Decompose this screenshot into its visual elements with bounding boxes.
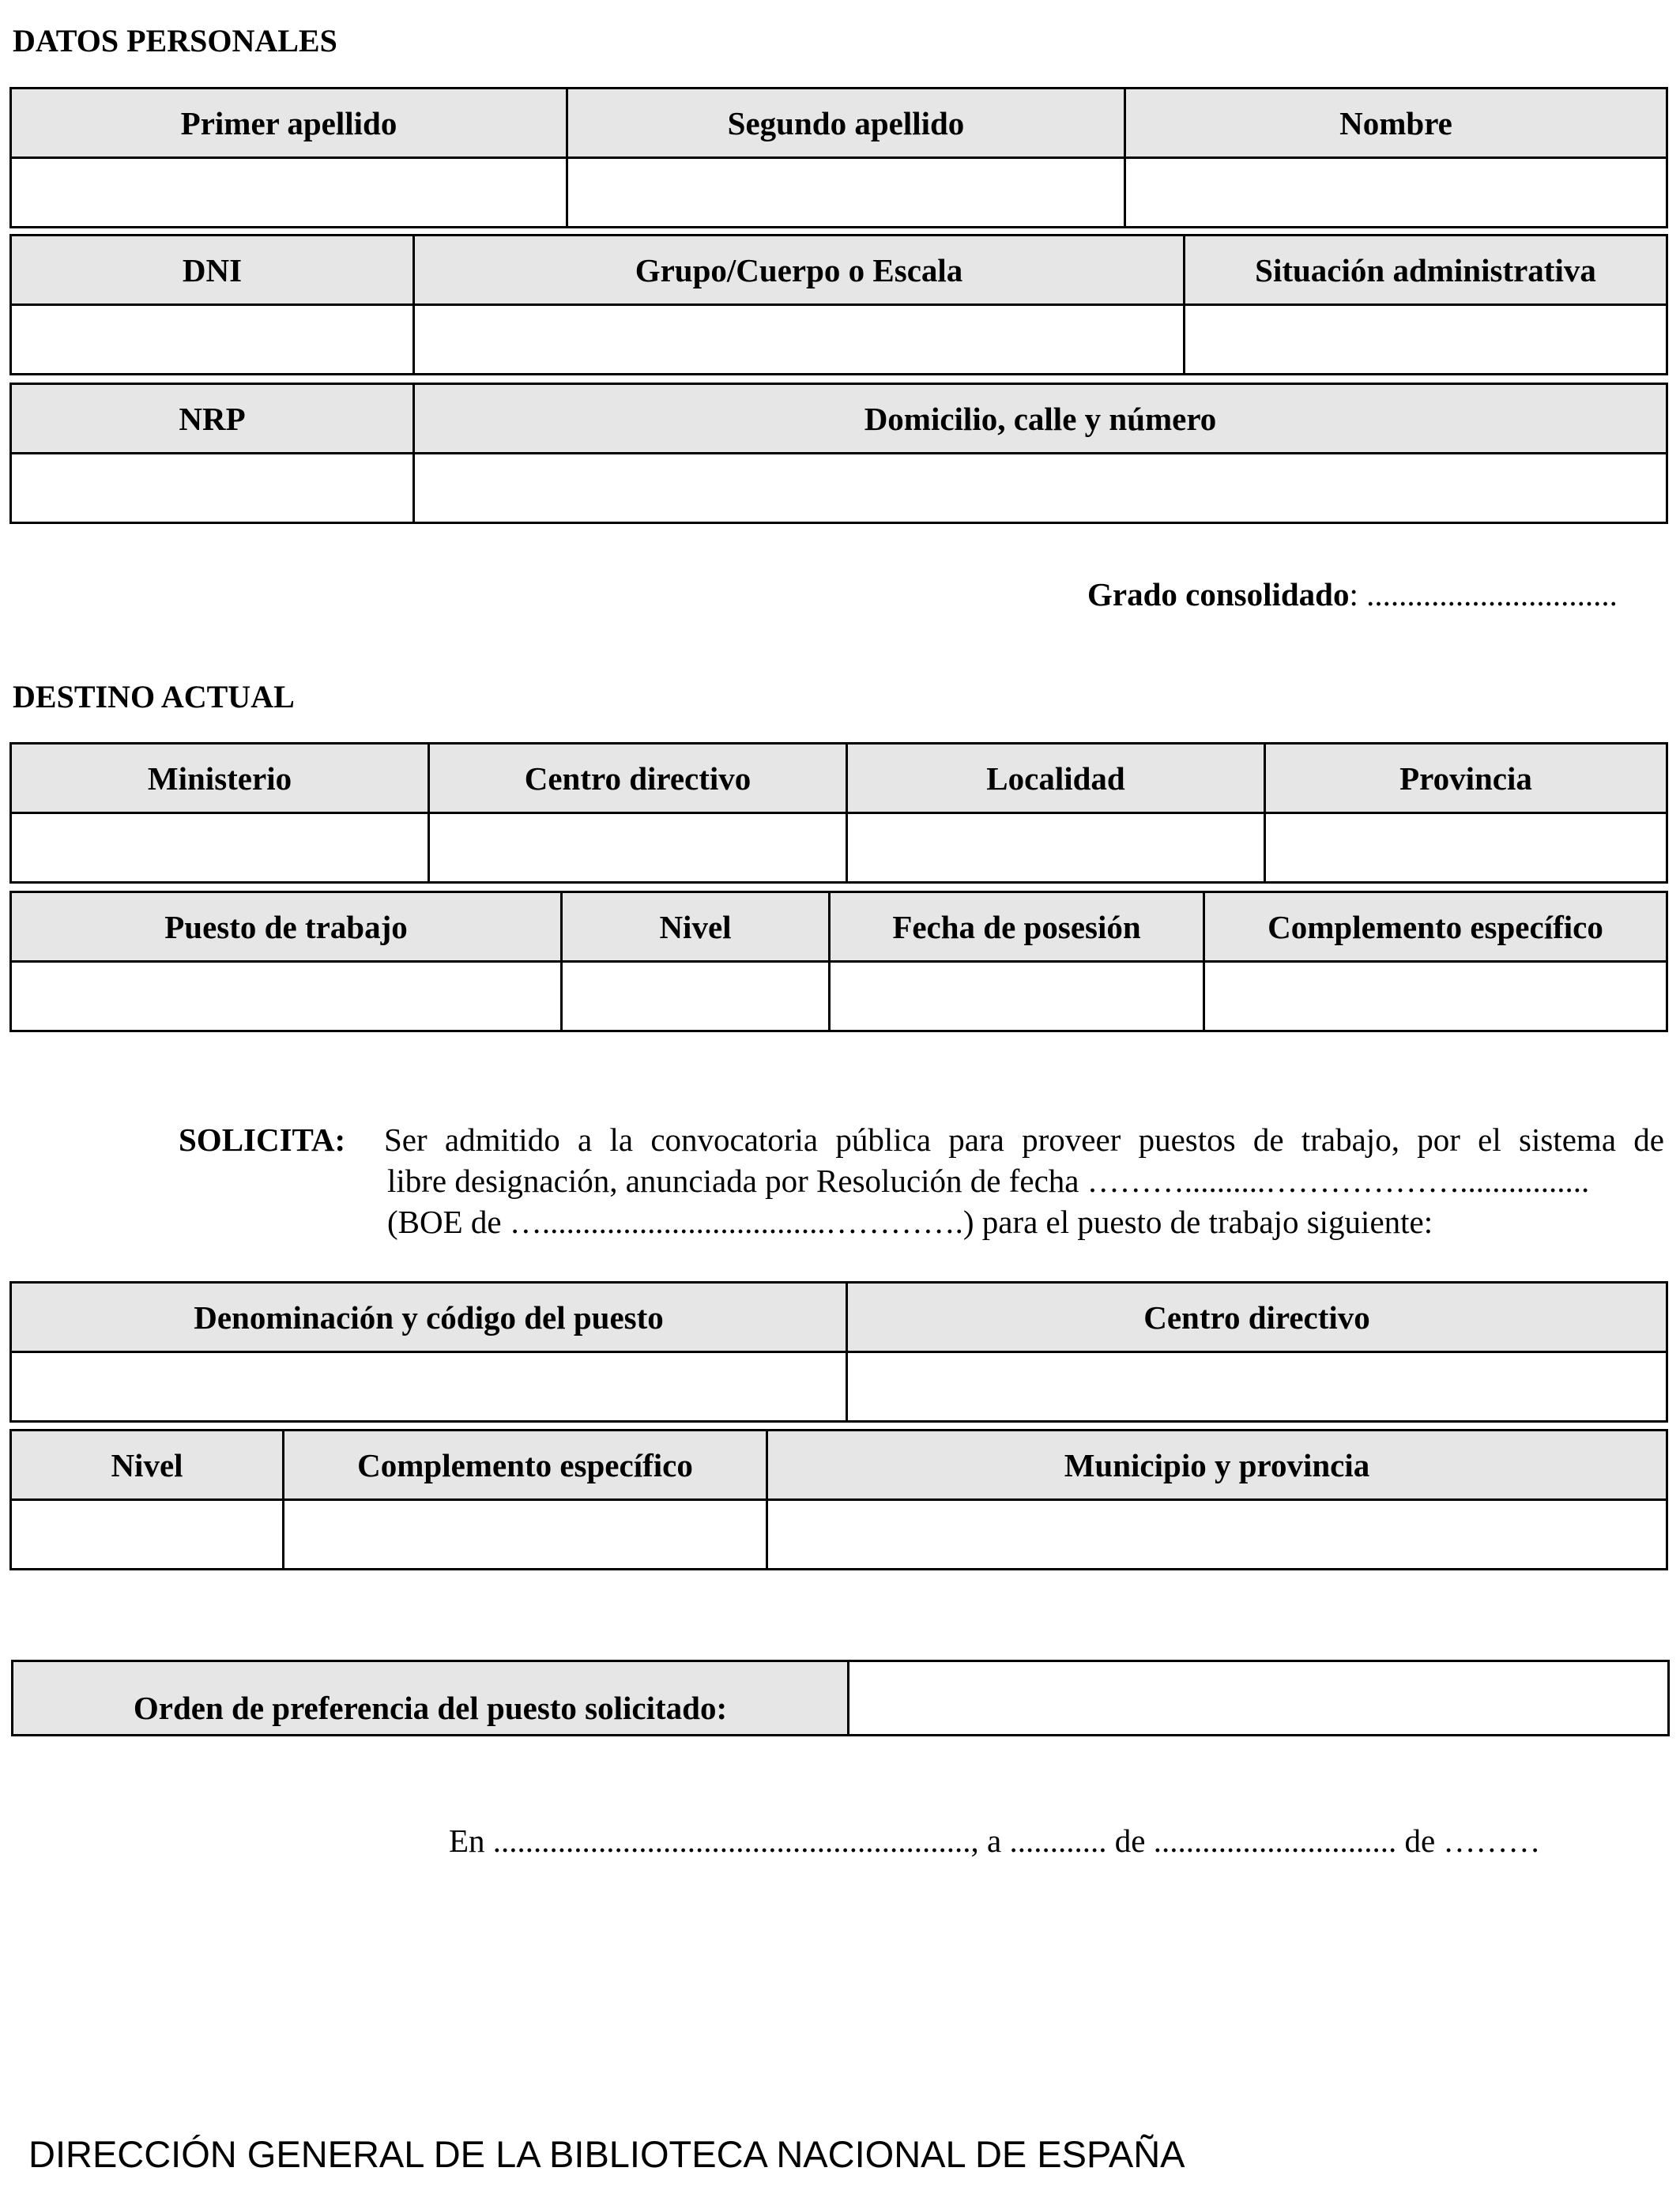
field-complemento-especifico[interactable] xyxy=(1204,962,1667,1031)
fecha-lugar-line: En ..........................................................., a ............ de .............................. de ……… xyxy=(449,1823,1541,1859)
field-primer-apellido[interactable] xyxy=(11,158,567,228)
grado-consolidado-blank[interactable]: : ............................... xyxy=(1349,576,1618,613)
field-orden-preferencia[interactable] xyxy=(849,1661,1669,1736)
section-title-destino-actual: DESTINO ACTUAL xyxy=(13,679,295,714)
header-ministerio: Ministerio xyxy=(11,744,429,813)
header-provincia: Provincia xyxy=(1265,744,1667,813)
field-nrp[interactable] xyxy=(11,454,414,523)
table-datos-personales-3 xyxy=(9,383,1668,524)
field-puesto-de-trabajo[interactable] xyxy=(11,962,562,1031)
field-dni[interactable] xyxy=(11,305,414,375)
field-puesto-complemento-especifico[interactable] xyxy=(284,1500,767,1570)
field-grupo-cuerpo-escala[interactable] xyxy=(414,305,1185,375)
solicita-line-1: Ser admitido a la convocatoria pública para proveer puestos de trabajo, por el sistema de xyxy=(384,1122,1664,1158)
footer-institution: DIRECCIÓN GENERAL DE LA BIBLIOTECA NACIONAL DE ESPAÑA xyxy=(28,2133,1185,2175)
header-puesto-de-trabajo: Puesto de trabajo xyxy=(11,892,562,962)
header-segundo-apellido: Segundo apellido xyxy=(567,89,1125,158)
field-puesto-centro-directivo[interactable] xyxy=(847,1352,1667,1422)
field-centro-directivo[interactable] xyxy=(429,813,847,883)
header-centro-directivo: Centro directivo xyxy=(429,744,847,813)
header-puesto-complemento-especifico: Complemento específico xyxy=(284,1431,767,1500)
table-destino-actual-2 xyxy=(9,891,1668,1032)
header-grupo-cuerpo-escala: Grupo/Cuerpo o Escala xyxy=(414,236,1185,305)
header-nrp: NRP xyxy=(11,384,414,454)
field-nombre[interactable] xyxy=(1125,158,1667,228)
table-datos-personales-1 xyxy=(9,87,1668,228)
header-complemento-especifico: Complemento específico xyxy=(1204,892,1667,962)
field-domicilio[interactable] xyxy=(414,454,1667,523)
grado-consolidado-label: Grado consolidado xyxy=(1087,576,1350,613)
header-situacion-administrativa: Situación administrativa xyxy=(1185,236,1667,305)
header-puesto-centro-directivo: Centro directivo xyxy=(847,1283,1667,1352)
table-puesto-solicitado-1 xyxy=(9,1281,1668,1423)
field-municipio-y-provincia[interactable] xyxy=(767,1500,1667,1570)
field-nivel[interactable] xyxy=(562,962,830,1031)
table-orden-preferencia xyxy=(11,1660,1670,1736)
section-title-datos-personales: DATOS PERSONALES xyxy=(13,23,337,58)
field-provincia[interactable] xyxy=(1265,813,1667,883)
field-situacion-administrativa[interactable] xyxy=(1185,305,1667,375)
table-puesto-solicitado-2 xyxy=(9,1429,1668,1570)
header-dni: DNI xyxy=(11,236,414,305)
field-ministerio[interactable] xyxy=(11,813,429,883)
table-datos-personales-2 xyxy=(9,234,1668,375)
header-municipio-y-provincia: Municipio y provincia xyxy=(767,1431,1667,1500)
table-destino-actual-1 xyxy=(9,742,1668,884)
header-puesto-nivel: Nivel xyxy=(11,1431,284,1500)
solicita-line-3: (BOE de …...................................………….) para el puesto de trabajo siguiente: xyxy=(387,1204,1433,1240)
field-segundo-apellido[interactable] xyxy=(567,158,1125,228)
field-localidad[interactable] xyxy=(847,813,1265,883)
header-nivel: Nivel xyxy=(562,892,830,962)
header-orden-preferencia: Orden de preferencia del puesto solicitado: xyxy=(13,1661,849,1736)
header-localidad: Localidad xyxy=(847,744,1265,813)
header-denominacion-codigo-puesto: Denominación y código del puesto xyxy=(11,1283,847,1352)
header-primer-apellido: Primer apellido xyxy=(11,89,567,158)
field-denominacion-codigo-puesto[interactable] xyxy=(11,1352,847,1422)
header-domicilio: Domicilio, calle y número xyxy=(414,384,1667,454)
field-fecha-de-posesion[interactable] xyxy=(830,962,1204,1031)
header-fecha-de-posesion: Fecha de posesión xyxy=(830,892,1204,962)
solicita-line-2: libre designación, anunciada por Resolución de fecha ………..........………………................ xyxy=(387,1163,1590,1199)
header-nombre: Nombre xyxy=(1125,89,1667,158)
grado-consolidado xyxy=(1087,575,1618,613)
field-puesto-nivel[interactable] xyxy=(11,1500,284,1570)
solicita-label: SOLICITA: xyxy=(179,1122,346,1158)
